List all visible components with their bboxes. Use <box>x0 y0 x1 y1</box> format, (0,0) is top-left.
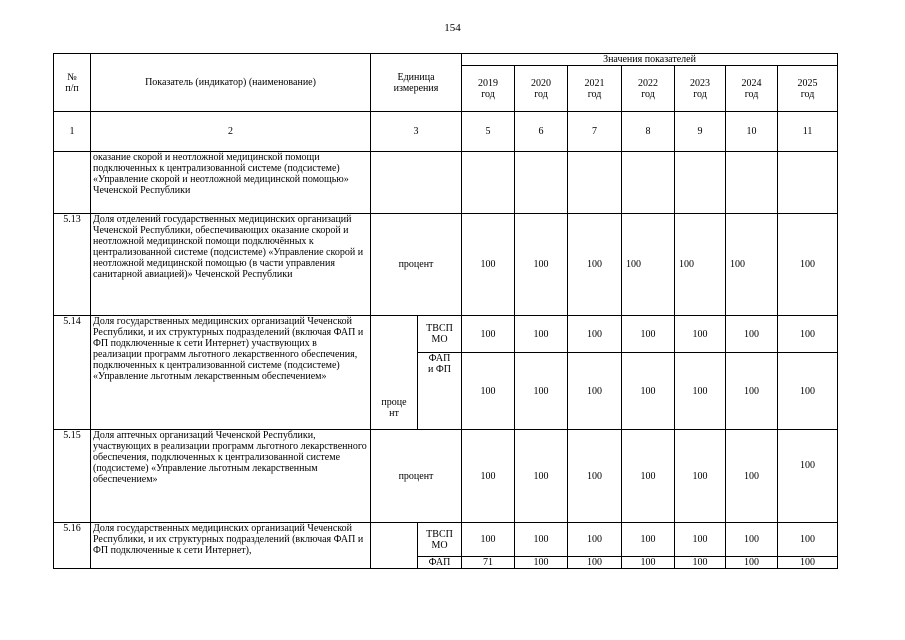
row-value: 100 <box>675 557 726 569</box>
row-indicator-text: Доля государственных медицинских организаций Чеченской Республики, и их структурных подразделений (включая ФАП и ФП подключенные к сети Интернет) участвующих в реализации программ льготного лекарственного обеспечения, подключенных к централизованной системе (подсистеме) «Управление льготным лекарственным обеспечением» <box>91 316 371 430</box>
row-value: 100 <box>675 214 726 316</box>
row-indicator-text: Доля отделений государственных медицинских организаций Чеченской Республики, обеспечивающих оказание скорой и неотложной медицинской помощи подключённых к централизованной системе (подсистеме) «Управление скорой и неотложной медицинской помощью (в части управления санитарной авиацией)» Чеченской Республики <box>91 214 371 316</box>
row-unit <box>371 152 462 214</box>
row-value: 100 <box>675 353 726 430</box>
row-value: 100 <box>726 523 778 557</box>
row-value: 100 <box>515 214 568 316</box>
row-value: 100 <box>675 430 726 523</box>
row-value: 100 <box>726 557 778 569</box>
row-num: 5.13 <box>54 214 91 316</box>
row-value: 100 <box>778 557 838 569</box>
row-indicator-text: Доля аптечных организаций Чеченской Республики, участвующих в реализации программ льготного лекарственного обеспечения, подключенных к централизованной системе (подсистеме) «Управление льготным лекарственным обеспечением» <box>91 430 371 523</box>
row-value: 100 <box>675 316 726 353</box>
row-value: 100 <box>726 353 778 430</box>
header-year: 2023 год <box>675 66 726 112</box>
row-value: 100 <box>726 214 778 316</box>
header-year: 2020 год <box>515 66 568 112</box>
header-year: 2019 год <box>462 66 515 112</box>
header-values-group: Значения показателей <box>462 54 838 66</box>
row-value: 100 <box>622 523 675 557</box>
row-value <box>462 152 515 214</box>
header-unit: Единица измерения <box>371 54 462 112</box>
row-value <box>778 152 838 214</box>
index-cell: 9 <box>675 112 726 152</box>
row-value: 100 <box>462 353 515 430</box>
header-row-group <box>54 54 838 66</box>
index-cell: 10 <box>726 112 778 152</box>
index-cell: 2 <box>91 112 371 152</box>
row-value: 100 <box>622 430 675 523</box>
table-row <box>54 430 838 523</box>
header-year: 2024 год <box>726 66 778 112</box>
row-sub-unit: ТВСП МО <box>418 523 462 557</box>
row-value <box>726 152 778 214</box>
index-cell: 7 <box>568 112 622 152</box>
row-indicator-text: Доля государственных медицинских организаций Чеченской Республики, и их структурных подразделений (включая ФАП и ФП подключенные к сети Интернет), <box>91 523 371 569</box>
row-value: 100 <box>778 523 838 557</box>
row-value: 100 <box>515 316 568 353</box>
row-value: 100 <box>515 557 568 569</box>
row-value: 100 <box>778 214 838 316</box>
index-cell: 11 <box>778 112 838 152</box>
row-value: 100 <box>778 353 838 430</box>
indicators-table <box>53 53 838 569</box>
row-value: 100 <box>622 557 675 569</box>
row-num: 5.15 <box>54 430 91 523</box>
row-value <box>568 152 622 214</box>
row-indicator-text: оказание скорой и неотложной медицинской помощи подключенных к централизованной системе (подсистеме) «Управление скорой и неотложной медицинской помощью» Чеченской Республики <box>91 152 371 214</box>
index-cell: 6 <box>515 112 568 152</box>
row-num: 5.14 <box>54 316 91 430</box>
row-value: 100 <box>515 430 568 523</box>
row-unit <box>371 523 418 569</box>
table-row <box>54 523 838 557</box>
row-sub-unit: ТВСП МО <box>418 316 462 353</box>
row-value: 100 <box>622 214 675 316</box>
row-value: 100 <box>568 523 622 557</box>
page-number: 154 <box>444 22 461 34</box>
header-indicator: Показатель (индикатор) (наименование) <box>91 54 371 112</box>
row-unit: процент <box>371 430 462 523</box>
row-value: 100 <box>568 316 622 353</box>
row-value: 100 <box>778 430 838 523</box>
row-value <box>515 152 568 214</box>
index-cell: 5 <box>462 112 515 152</box>
header-year: 2025 год <box>778 66 838 112</box>
row-sub-unit: ФАП и ФП <box>418 353 462 430</box>
row-value: 100 <box>462 316 515 353</box>
table-row <box>54 214 838 316</box>
row-value: 100 <box>462 214 515 316</box>
row-value <box>622 152 675 214</box>
row-value: 100 <box>778 316 838 353</box>
row-value: 100 <box>726 316 778 353</box>
row-value: 100 <box>568 557 622 569</box>
table-row <box>54 152 838 214</box>
row-value: 100 <box>462 430 515 523</box>
header-num: № п/п <box>54 54 91 112</box>
header-index-row <box>54 112 838 152</box>
row-num <box>54 152 91 214</box>
row-value: 71 <box>462 557 515 569</box>
table-row <box>54 316 838 353</box>
row-num: 5.16 <box>54 523 91 569</box>
row-value <box>675 152 726 214</box>
row-value: 100 <box>568 214 622 316</box>
row-value: 100 <box>568 430 622 523</box>
index-cell: 8 <box>622 112 675 152</box>
row-value: 100 <box>622 316 675 353</box>
row-value: 100 <box>622 353 675 430</box>
row-unit: процент <box>371 214 462 316</box>
row-sub-unit: ФАП <box>418 557 462 569</box>
row-value: 100 <box>568 353 622 430</box>
row-value: 100 <box>675 523 726 557</box>
row-unit: проце нт <box>371 316 418 430</box>
row-value: 100 <box>462 523 515 557</box>
index-cell: 1 <box>54 112 91 152</box>
row-value: 100 <box>515 523 568 557</box>
header-year: 2021 год <box>568 66 622 112</box>
row-value: 100 <box>515 353 568 430</box>
index-cell: 3 <box>371 112 462 152</box>
header-year: 2022 год <box>622 66 675 112</box>
row-value: 100 <box>726 430 778 523</box>
